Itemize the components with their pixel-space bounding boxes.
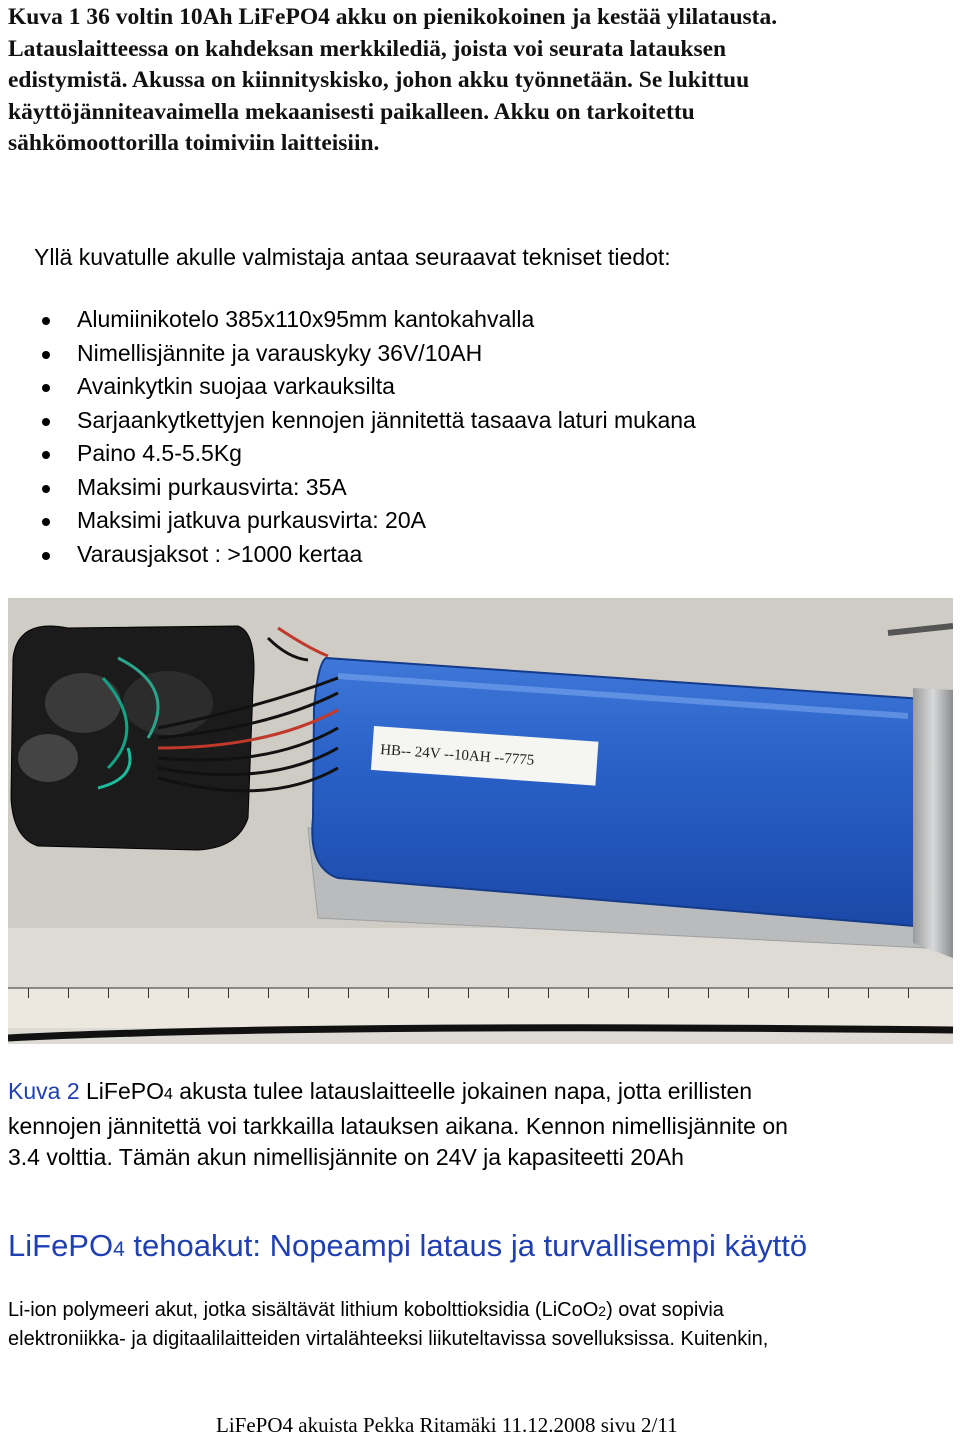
bullet-icon xyxy=(42,518,50,526)
caption-1-line-1: 36 voltin 10Ah LiFePO4 akku on pienikokoinen ja kestää ylilatausta. xyxy=(80,4,778,30)
spec-item: Avainkytkin suojaa varkauksilta xyxy=(42,370,696,404)
bullet-icon xyxy=(42,317,50,325)
battery-label-text: HB-- 24V --10AH --7775 xyxy=(379,742,535,769)
bullet-icon xyxy=(42,485,50,493)
spec-item: Maksimi jatkuva purkausvirta: 20A xyxy=(42,504,696,538)
figure-1-label: Kuva 1 xyxy=(8,4,81,30)
spec-list xyxy=(42,303,696,571)
spec-item: Maksimi purkausvirta: 35A xyxy=(42,471,696,505)
spec-item: Varausjaksot : >1000 kertaa xyxy=(42,538,696,572)
bullet-icon xyxy=(42,451,50,459)
spec-item: Paino 4.5-5.5Kg xyxy=(42,437,696,471)
figure-2-caption: Kuva 2 LiFePO4 akusta tulee latauslaitteelle jokainen napa, jotta erillisten kennojen jännitettä voi tarkkailla latauksen aikana. Kennon nimellisjännite on 3.4 volttia. Tämän akun nimellisjännite on 24V ja kapasiteetti 20Ah xyxy=(8,1076,953,1174)
spec-item: Nimellisjännite ja varauskyky 36V/10AH xyxy=(42,337,696,371)
bullet-icon xyxy=(42,552,50,560)
section-heading: LiFePO4 tehoakut: Nopeampi lataus ja turvallisempi käyttö xyxy=(8,1228,808,1263)
figure-2-label: Kuva 2 xyxy=(8,1078,80,1104)
spec-item: Alumiinikotelo 385x110x95mm kantokahvalla xyxy=(42,303,696,337)
body-line-2: elektroniikka- ja digitaalilaitteiden virtalähteeksi liikuteltavissa sovelluksissa. Kuitenkin, xyxy=(8,1328,769,1350)
battery-photo xyxy=(8,598,953,1044)
caption-1-line-4: käyttöjänniteavaimella mekaanisesti paikalleen. Akku on tarkoitettu xyxy=(8,98,695,125)
caption-2-line-3: 3.4 volttia. Tämän akun nimellisjännite on 24V ja kapasiteetti 20Ah xyxy=(8,1144,684,1170)
caption-1-line-3: edistymistä. Akussa on kiinnityskisko, johon akku työnnetään. Se lukittuu xyxy=(8,67,750,93)
caption-1-line-5: sähkömoottorilla toimiviin laitteisiin. xyxy=(8,130,380,156)
caption-1-line-2: Latauslaitteessa on kahdeksan merkkilediä, joista voi seurata latauksen xyxy=(8,35,727,62)
figure-1-caption xyxy=(8,2,948,160)
bullet-icon xyxy=(42,384,50,392)
specs-intro: Yllä kuvatulle akulle valmistaja antaa seuraavat tekniset tiedot: xyxy=(34,244,671,270)
caption-2-line-2: kennojen jännitettä voi tarkkailla latauksen aikana. Kennon nimellisjännite on xyxy=(8,1112,788,1139)
body-paragraph: Li-ion polymeeri akut, jotka sisältävät lithium kobolttioksidia (LiCoO2) ovat sopivia elektroniikka- ja digitaalilaitteiden virtalähteeksi liikuteltavissa sovelluksissa. Kuitenkin, xyxy=(8,1296,953,1353)
bullet-icon xyxy=(42,351,50,359)
page-footer: LiFePO4 akuista Pekka Ritamäki 11.12.2008 sivu 2/11 xyxy=(216,1413,678,1437)
spec-item: Sarjaankytkettyjen kennojen jännitettä tasaava laturi mukana xyxy=(42,404,696,438)
bullet-icon xyxy=(42,418,50,426)
